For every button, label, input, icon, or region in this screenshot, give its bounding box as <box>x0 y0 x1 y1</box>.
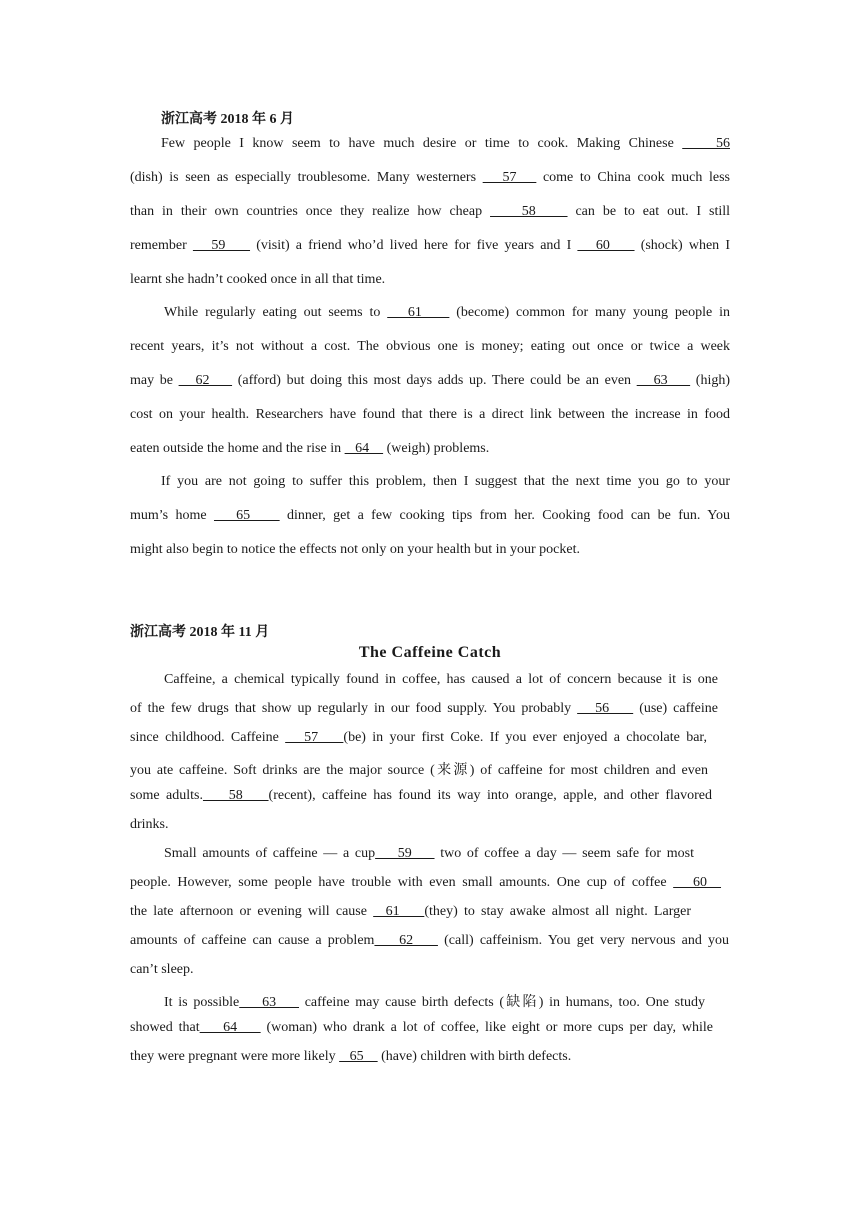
blank-64: 64 <box>199 1020 261 1035</box>
paragraph-line: recent years, it’s not without a cost. The obvious one is money; eating out once or twice a week <box>130 339 730 354</box>
paragraph-line: Small amounts of caffeine — a cup 59 two of coffee a day — seem safe for most <box>164 846 694 861</box>
paragraph-line: If you are not going to suffer this problem, then I suggest that the next time you go to your <box>161 474 730 489</box>
paragraph-line: you ate caffeine. Soft drinks are the major source (来源) of caffeine for most children and even <box>130 763 708 778</box>
paragraph-line: they were pregnant were more likely 65 (have) children with birth defects. <box>130 1049 572 1064</box>
blank-57: 57 <box>482 170 537 185</box>
paragraph-line: eaten outside the home and the rise in 64 (weigh) problems. <box>130 441 490 456</box>
paragraph-line: than in their own countries once they realize how cheap 58 can be to eat out. I still <box>130 204 730 219</box>
paragraph-line: might also begin to notice the effects not only on your health but in your pocket. <box>130 542 580 557</box>
paragraph-line: since childhood. Caffeine 57 (be) in your first Coke. If you ever enjoyed a chocolate bar, <box>130 730 708 745</box>
blank-65: 65 <box>213 508 280 523</box>
paragraph-line: drinks. <box>130 817 169 832</box>
blank-61: 61 <box>373 904 425 919</box>
paragraph-line: It is possible 63 caffeine may cause birth defects (缺陷) in humans, too. One study <box>164 995 705 1010</box>
paragraph-line: of the few drugs that show up regularly in our food supply. You probably 56 (use) caffeine <box>130 701 719 716</box>
blank-62: 62 <box>374 933 438 948</box>
blank-65: 65 <box>339 1049 378 1064</box>
blank-63: 63 <box>636 373 691 388</box>
blank-60: 60 <box>577 238 635 253</box>
section-1-heading: 浙江高考 2018 年 6 月 <box>161 112 294 127</box>
blank-61: 61 <box>387 305 450 320</box>
blank-59: 59 <box>375 846 435 861</box>
blank-58: 58 <box>490 204 568 219</box>
blank-56: 56 <box>577 701 634 716</box>
blank-59: 59 <box>192 238 251 253</box>
paragraph-line: (dish) is seen as especially troublesome. Many westerners 57 come to China cook much less <box>130 170 730 185</box>
blank-62: 62 <box>178 373 233 388</box>
blank-64: 64 <box>344 441 384 456</box>
paragraph-line: While regularly eating out seems to 61 (become) common for many young people in <box>164 305 731 320</box>
blank-56: 56 <box>682 136 730 151</box>
paragraph-line: cost on your health. Researchers have found that there is a direct link between the increase in food <box>130 407 730 422</box>
paragraph-line: the late afternoon or evening will cause 61 (they) to stay awake almost all night. Larger <box>130 904 691 919</box>
paragraph-line: Few people I know seem to have much desire or time to cook. Making Chinese 56 <box>161 136 730 151</box>
blank-63: 63 <box>239 995 299 1010</box>
paragraph-line: Caffeine, a chemical typically found in coffee, has caused a lot of concern because it is one <box>164 672 718 687</box>
paragraph-line: remember 59 (visit) a friend who’d lived here for five years and I 60 (shock) when I <box>130 238 730 253</box>
paragraph-line: learnt she hadn’t cooked once in all that time. <box>130 272 386 287</box>
blank-58: 58 <box>202 788 269 803</box>
paragraph-line: people. However, some people have trouble with even small amounts. One cup of coffee 60 <box>130 875 722 890</box>
paragraph-line: may be 62 (afford) but doing this most days adds up. There could be an even 63 (high) <box>130 373 730 388</box>
paragraph-line: amounts of caffeine can cause a problem 62 (call) caffeinism. You get very nervous and you <box>130 933 730 948</box>
passage-title: The Caffeine Catch <box>358 644 502 661</box>
blank-57: 57 <box>285 730 344 745</box>
paragraph-line: some adults. 58 (recent), caffeine has found its way into orange, apple, and other flavored <box>130 788 712 803</box>
section-2-heading: 浙江高考 2018 年 11 月 <box>130 625 270 640</box>
blank-60: 60 <box>673 875 722 890</box>
paragraph-line: can’t sleep. <box>130 962 194 977</box>
paragraph-line: showed that 64 (woman) who drank a lot of coffee, like eight or more cups per day, while <box>130 1020 713 1035</box>
paragraph-line: mum’s home 65 dinner, get a few cooking tips from her. Cooking food can be fun. You <box>130 508 730 523</box>
